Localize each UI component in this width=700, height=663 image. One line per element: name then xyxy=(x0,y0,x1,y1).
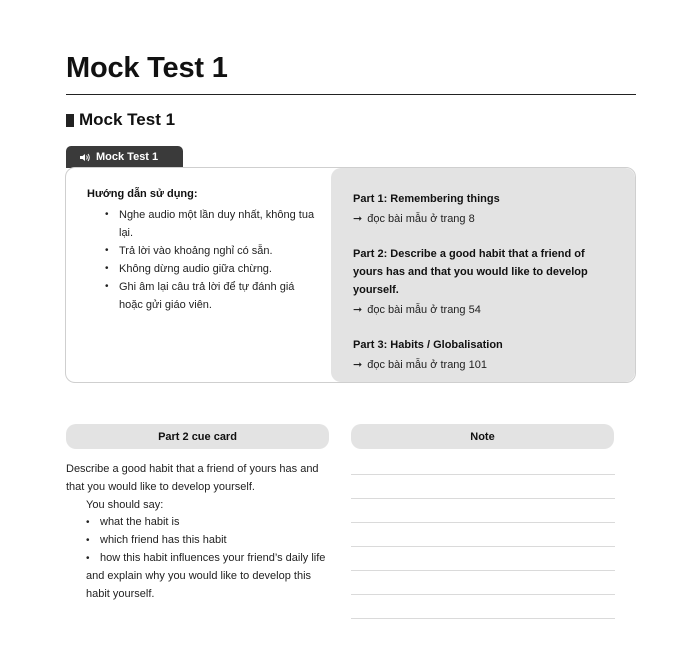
title-divider xyxy=(66,94,636,95)
cue-card-body xyxy=(66,461,332,603)
part-2 xyxy=(353,245,635,319)
speaker-icon xyxy=(80,153,91,162)
sample-answer-link-text: đọc bài mẫu ở trang 101 xyxy=(367,359,487,371)
section-heading xyxy=(66,110,175,130)
instruction-item: • Nghe audio một lần duy nhất, không tua lại. xyxy=(105,206,319,242)
audio-tab[interactable] xyxy=(66,146,183,168)
note-line xyxy=(351,522,615,523)
note-line xyxy=(351,570,615,571)
note-header: Note xyxy=(351,424,614,449)
cue-card-header: Part 2 cue card xyxy=(66,424,329,449)
instructions-list xyxy=(87,206,331,314)
cue-card-prompt: Describe a good habit that a friend of yours has and that you would like to develop yourself. xyxy=(66,463,319,493)
instruction-item: • Không dừng audio giữa chừng. xyxy=(105,260,319,278)
cue-card-bullet: • how this habit influences your friend’s daily life xyxy=(86,550,332,568)
part-title: Part 2: Describe a good habit that a friend of yours has and that you would like to develop yourself. xyxy=(353,248,588,296)
audio-tab-label: Mock Test 1 xyxy=(96,151,159,163)
arrow-right-icon: ➞ xyxy=(353,213,363,225)
note-lines[interactable] xyxy=(351,474,615,642)
sample-answer-link[interactable] xyxy=(353,301,635,319)
cue-card-bullets xyxy=(86,514,332,567)
parts-section xyxy=(331,168,635,382)
note-line xyxy=(351,498,615,499)
sample-answer-link[interactable] xyxy=(353,210,635,228)
cue-card-details xyxy=(66,497,332,604)
part-3 xyxy=(353,336,635,374)
instructions-section xyxy=(66,168,331,382)
instruction-item: • Trả lời vào khoảng nghỉ có sẵn. xyxy=(105,242,319,260)
sample-answer-link-text: đọc bài mẫu ở trang 54 xyxy=(367,304,481,316)
part-title: Part 3: Habits / Globalisation xyxy=(353,339,503,351)
note-line xyxy=(351,546,615,547)
note-line xyxy=(351,618,615,619)
sample-answer-link[interactable] xyxy=(353,356,635,374)
instructions-panel xyxy=(65,167,636,383)
sample-answer-link-text: đọc bài mẫu ở trang 8 xyxy=(367,213,475,225)
note-line xyxy=(351,594,615,595)
cue-card-closing: and explain why you would like to develop this habit yourself. xyxy=(86,569,312,600)
arrow-right-icon: ➞ xyxy=(353,304,363,316)
instructions-heading: Hướng dẫn sử dụng: xyxy=(87,188,198,200)
you-should-say-label: You should say: xyxy=(86,498,164,511)
cue-card-bullet: • what the habit is xyxy=(86,514,332,532)
page-title: Mock Test 1 xyxy=(66,52,228,84)
note-line xyxy=(351,474,615,475)
arrow-right-icon: ➞ xyxy=(353,359,363,371)
part-1 xyxy=(353,190,635,228)
part-title: Part 1: Remembering things xyxy=(353,193,500,205)
cue-card-bullet: • which friend has this habit xyxy=(86,532,332,550)
section-title: Mock Test 1 xyxy=(79,110,176,129)
instruction-item: • Ghi âm lại câu trả lời để tự đánh giá hoặc gửi giáo viên. xyxy=(105,278,319,314)
section-square-icon xyxy=(66,114,74,127)
